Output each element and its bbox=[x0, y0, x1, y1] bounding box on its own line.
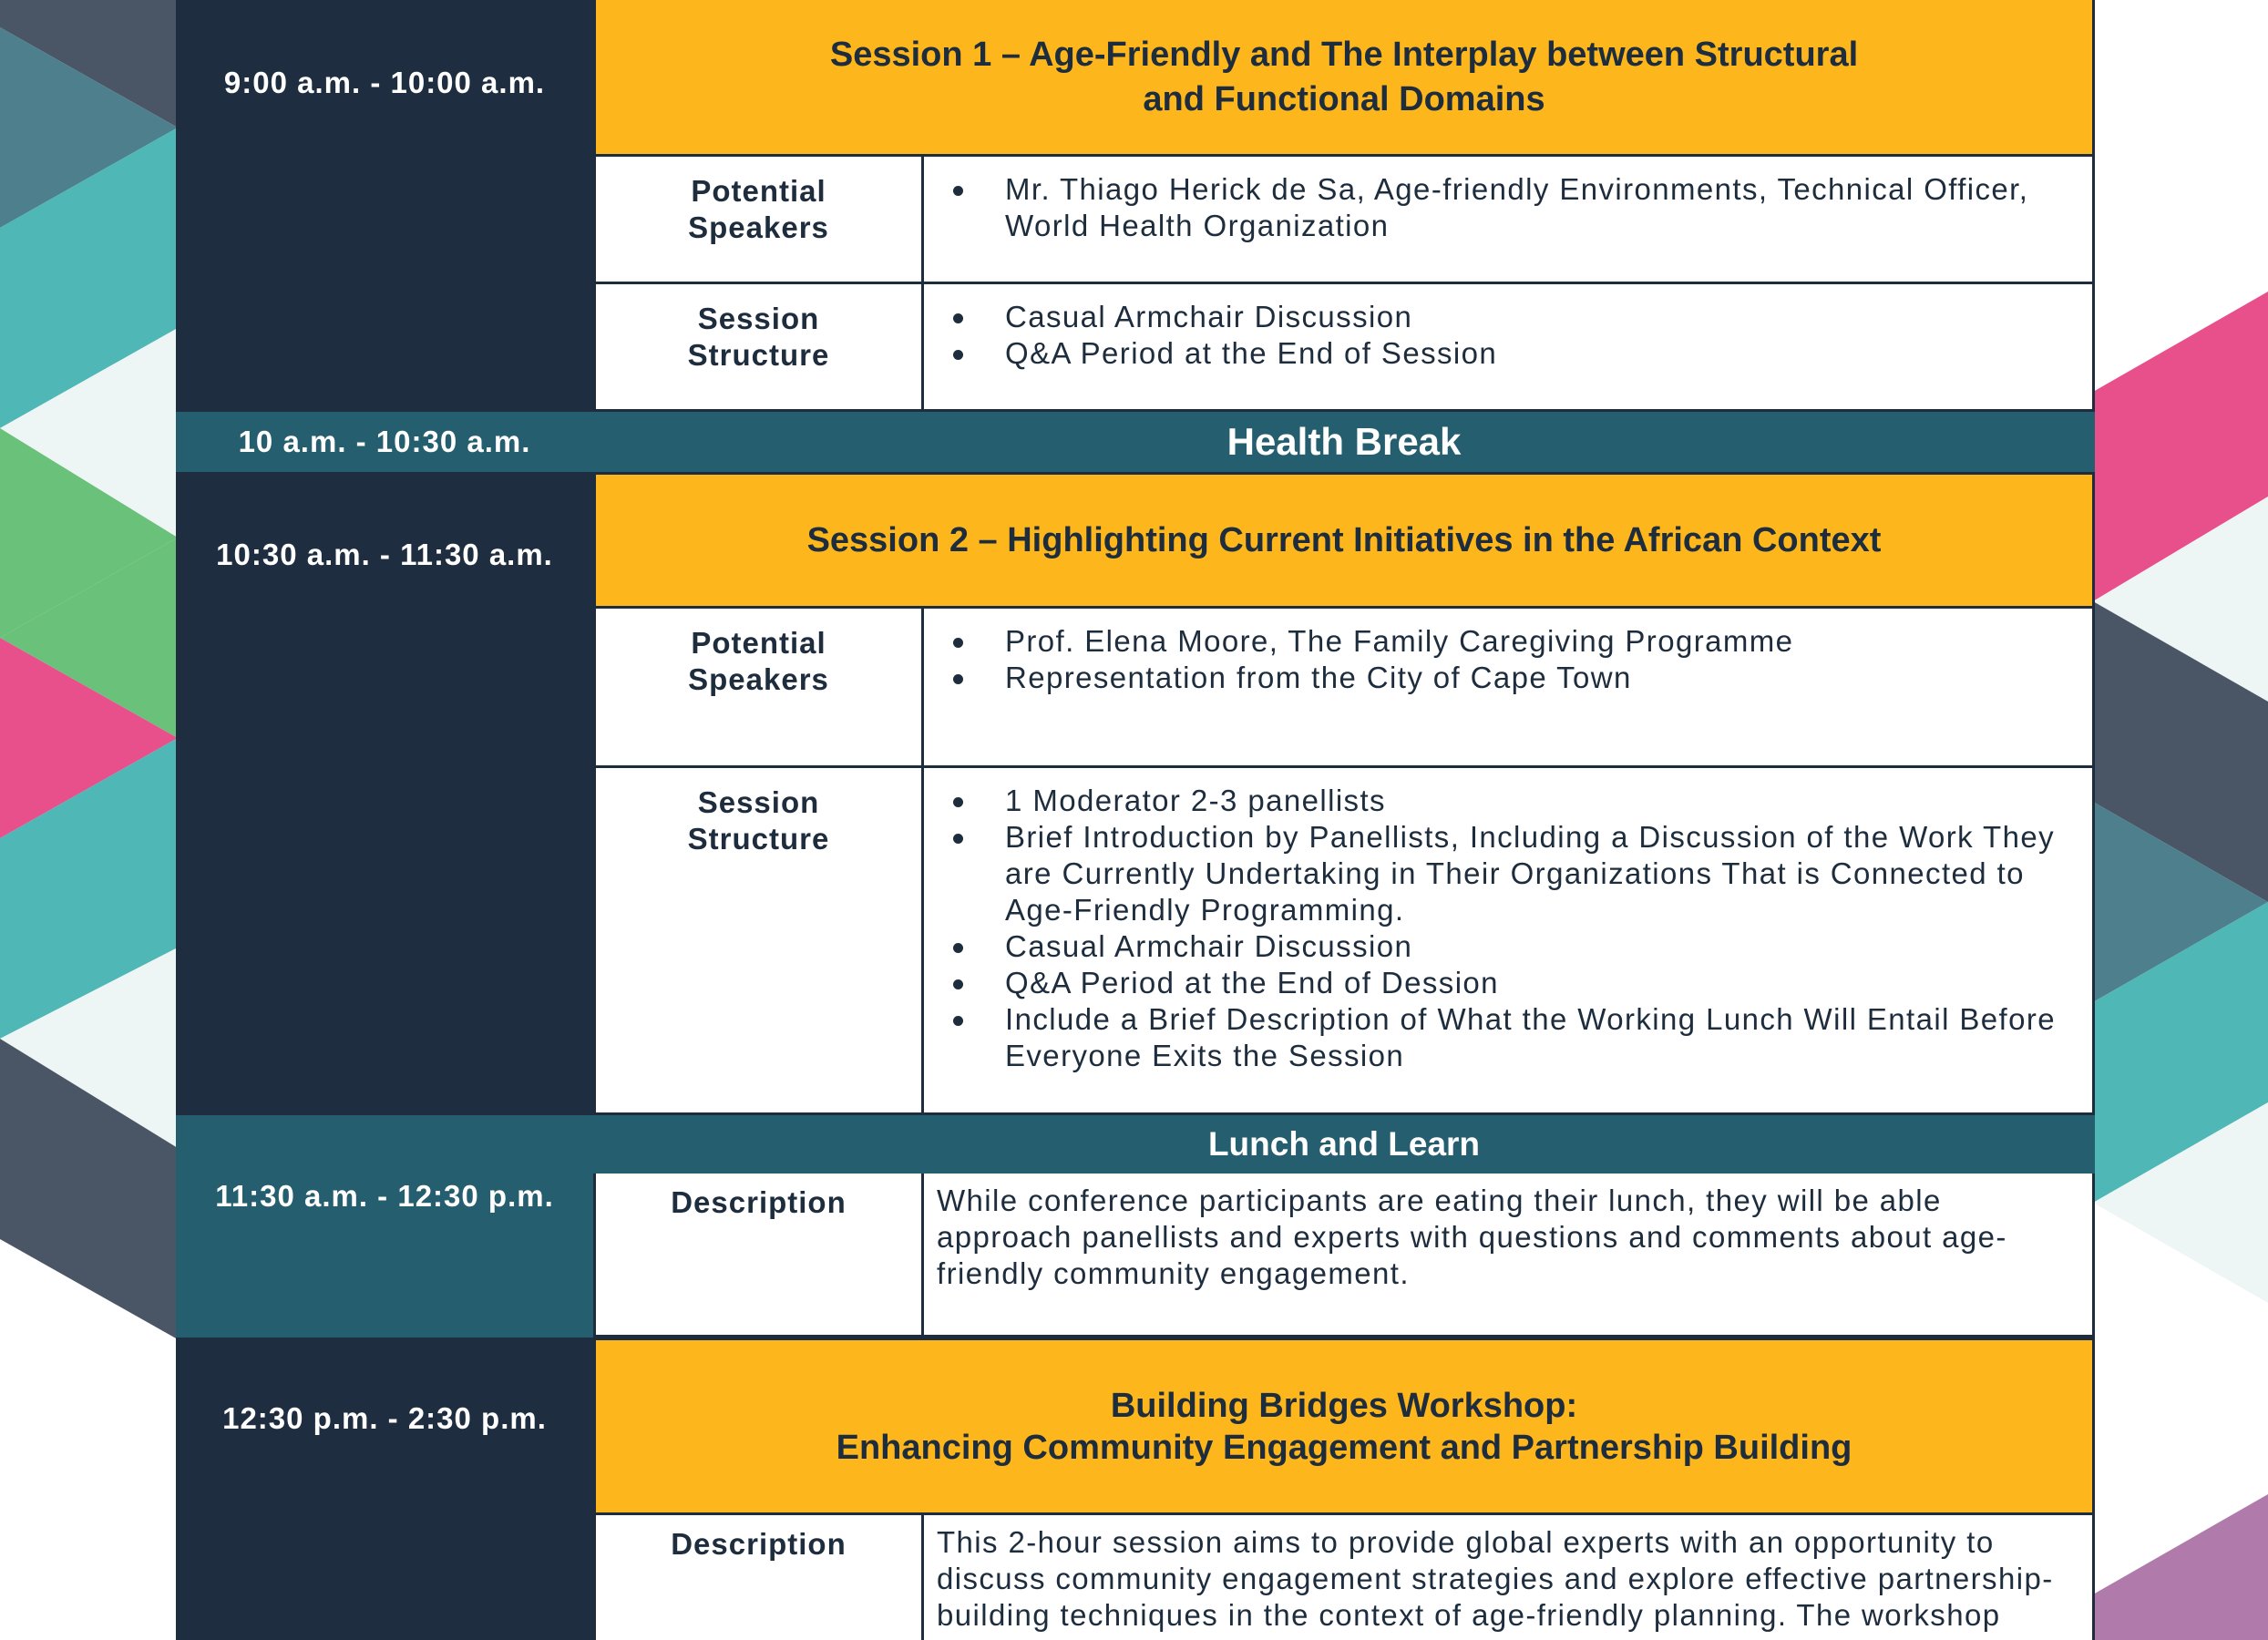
session-title bbox=[593, 0, 2095, 157]
session-title-line: and Functional Domains bbox=[1143, 79, 1545, 118]
health-break-band bbox=[593, 412, 2095, 472]
list-item: Prof. Elena Moore, The Family Caregiving Programme bbox=[937, 623, 2070, 660]
row-content bbox=[924, 157, 2092, 282]
time-slot bbox=[176, 1338, 593, 1640]
list-item: Casual Armchair Discussion bbox=[937, 928, 2070, 965]
session-title-line: Session 2 – Highlighting Current Initiatives in the African Context bbox=[806, 520, 1882, 559]
row-content bbox=[924, 1515, 2092, 1640]
list-item: Representation from the City of Cape Town bbox=[937, 660, 2070, 696]
speakers-row bbox=[593, 157, 2095, 284]
time-label: 12:30 p.m. - 2:30 p.m. bbox=[222, 1401, 547, 1435]
description-text: While conference participants are eating their lunch, they will be able approach panellists and experts with questions and comments about age-friendly community engagement. bbox=[937, 1184, 2007, 1290]
description-text: This 2-hour session aims to provide global experts with an opportunity to discuss community engagement strategies and explore effective partnership-building techniques in the context of age-friendly planning. The workshop bbox=[937, 1525, 2054, 1632]
row-content bbox=[924, 768, 2092, 1112]
row-label: Session Structure bbox=[596, 768, 924, 1112]
session-title bbox=[593, 1338, 2095, 1515]
row-label: Description bbox=[596, 1174, 924, 1335]
speakers-row bbox=[593, 609, 2095, 768]
description-row bbox=[593, 1174, 2095, 1338]
list-item: 1 Moderator 2-3 panellists bbox=[937, 783, 2070, 819]
lunch-band bbox=[593, 1115, 2095, 1174]
time-label: 11:30 a.m. - 12:30 p.m. bbox=[215, 1179, 554, 1213]
row-content bbox=[924, 284, 2092, 409]
list-item: Q&A Period at the End of Session bbox=[937, 335, 2070, 372]
time-slot bbox=[176, 472, 593, 1115]
structure-row bbox=[593, 284, 2095, 412]
time-slot bbox=[176, 1115, 593, 1338]
row-content bbox=[924, 609, 2092, 765]
time-label: 9:00 a.m. - 10:00 a.m. bbox=[223, 66, 546, 99]
row-label: Potential Speakers bbox=[596, 157, 924, 282]
structure-row bbox=[593, 768, 2095, 1115]
session-title bbox=[593, 472, 2095, 609]
description-row bbox=[593, 1515, 2095, 1640]
list-item: Casual Armchair Discussion bbox=[937, 299, 2070, 335]
row-label: Session Structure bbox=[596, 284, 924, 409]
list-item: Brief Introduction by Panellists, Including a Discussion of the Work They are Currently Undertaking in Their Organizations That is Connected to Age-Friendly Programming. bbox=[937, 819, 2070, 928]
time-label: 10 a.m. - 10:30 a.m. bbox=[238, 425, 531, 458]
time-slot bbox=[176, 412, 593, 472]
row-label: Potential Speakers bbox=[596, 609, 924, 765]
list-item: Mr. Thiago Herick de Sa, Age-friendly Environments, Technical Officer, World Health Organization bbox=[937, 171, 2070, 244]
band-label: Lunch and Learn bbox=[1207, 1125, 1481, 1163]
session-title-line: Building Bridges Workshop: bbox=[1110, 1386, 1578, 1425]
band-label: Health Break bbox=[1226, 420, 1462, 463]
list-item: Include a Brief Description of What the Working Lunch Will Entail Before Everyone Exits the Session bbox=[937, 1001, 2070, 1074]
row-content bbox=[924, 1174, 2092, 1335]
row-label: Description bbox=[596, 1515, 924, 1640]
time-slot bbox=[176, 0, 593, 412]
session-title-line: Session 1 – Age-Friendly and The Interplay between Structural bbox=[829, 35, 1859, 74]
list-item: Q&A Period at the End of Dession bbox=[937, 965, 2070, 1001]
session-title-line: Enhancing Community Engagement and Partnership Building bbox=[836, 1428, 1852, 1467]
time-label: 10:30 a.m. - 11:30 a.m. bbox=[216, 538, 553, 571]
